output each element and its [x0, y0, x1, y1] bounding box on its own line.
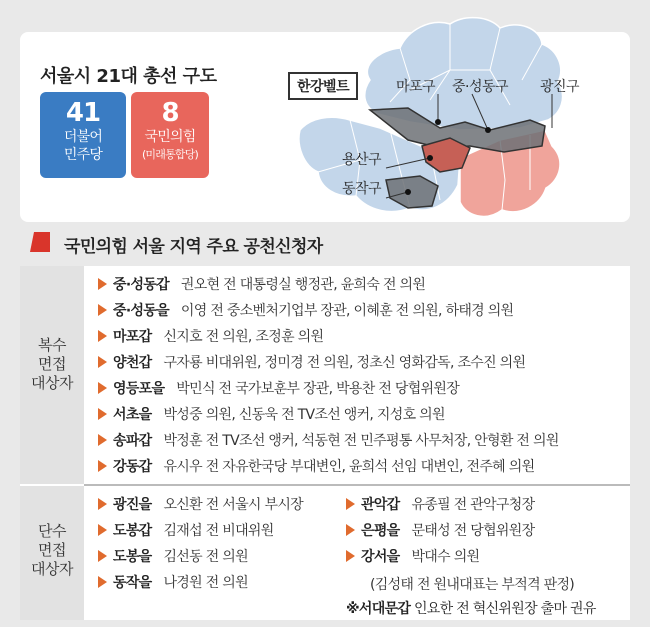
bullet-icon: [98, 356, 107, 368]
table-row: [98, 404, 445, 424]
table-row: [346, 546, 479, 566]
applicant-list: 박대수 의원: [411, 549, 480, 565]
district-name: 마포갑: [113, 329, 152, 345]
applicant-list: 오신환 전 서울시 부시장: [163, 497, 303, 513]
overview-title: 서울시 21대 총선 구도: [40, 66, 217, 87]
bullet-icon: [98, 330, 107, 342]
district-name: 관악갑: [361, 497, 400, 513]
table-row: [98, 456, 534, 476]
district-name: 강서을: [361, 549, 400, 565]
applicant-list: 박민식 전 국가보훈부 장관, 박용찬 전 당협위원장: [176, 381, 460, 397]
table-row: [98, 572, 248, 592]
applicant-list: 나경원 전 의원: [163, 575, 248, 591]
applicant-list: 김선동 전 의원: [163, 549, 248, 565]
district-name: 광진을: [113, 497, 152, 513]
district-name: 송파갑: [113, 433, 152, 449]
bullet-icon: [98, 434, 107, 446]
bullet-icon: [98, 524, 107, 536]
democratic-party-name: 더불어: [63, 129, 103, 145]
seoul-district-map: [290, 10, 630, 230]
footnote-mark: ※서대문갑: [346, 601, 411, 617]
democratic-party-name-2: 민주당: [63, 147, 103, 163]
applicant-list: 권오현 전 대통령실 행정관, 윤희숙 전 의원: [180, 277, 426, 293]
applicant-list: 박정훈 전 TV조선 앵커, 석동현 전 민주평통 사무처장, 안형환 전 의원: [163, 433, 559, 449]
bullet-icon: [98, 460, 107, 472]
group-multiple-interview-label: [20, 266, 84, 484]
district-name: 양천갑: [113, 355, 152, 371]
table-row: [98, 300, 513, 320]
map-label-jung-seongdong: 중·성동구: [452, 79, 509, 95]
group-b-label-line: 면접: [38, 541, 66, 559]
district-name: 동작을: [113, 575, 152, 591]
group-b-label-line: 단수: [38, 522, 66, 540]
district-name: 중·성동갑: [113, 277, 169, 293]
district-name: 영등포을: [113, 381, 165, 397]
footnote-text: 인요한 전 혁신위원장 출마 권유: [413, 601, 596, 617]
bullet-icon: [346, 524, 355, 536]
applicant-list: 유시우 전 자유한국당 부대변인, 윤희석 선임 대변인, 전주혜 의원: [163, 459, 535, 475]
bullet-icon: [346, 550, 355, 562]
applicant-list: 이영 전 중소벤처기업부 장관, 이혜훈 전 의원, 하태경 의원: [180, 303, 514, 319]
table-row: [98, 326, 323, 346]
district-name: 은평을: [361, 523, 400, 539]
table-row: [98, 378, 459, 398]
bullet-icon: [98, 382, 107, 394]
disqualification-note: (김성태 전 원내대표는 부적격 판정): [370, 577, 575, 593]
district-name: 강동갑: [113, 459, 152, 475]
applicant-list: 박성중 의원, 신동욱 전 TV조선 앵커, 지성호 의원: [163, 407, 445, 423]
table-row: [98, 352, 525, 372]
democratic-seat-count: 41: [65, 98, 101, 128]
bullet-icon: [98, 278, 107, 290]
district-name: 도봉을: [113, 549, 152, 565]
table-row: [98, 494, 303, 514]
democratic-seats-box: [40, 92, 126, 178]
table-row: [98, 546, 248, 566]
bullet-icon: [346, 498, 355, 510]
bullet-icon: [98, 304, 107, 316]
group-b-label-line: 대상자: [31, 560, 73, 578]
district-name: 서초을: [113, 407, 152, 423]
section-marker-icon: [30, 232, 50, 252]
applicant-list: 문태성 전 당협위원장: [411, 523, 535, 539]
section-title: 국민의힘 서울 지역 주요 공천신청자: [64, 237, 323, 257]
ppp-seats-box: [131, 92, 209, 178]
applicant-list: 유종필 전 관악구청장: [411, 497, 535, 513]
bullet-icon: [98, 408, 107, 420]
ppp-party-name: 국민의힘: [144, 129, 196, 145]
district-name: 도봉갑: [113, 523, 152, 539]
map-label-dongjak: 동작구: [342, 181, 382, 197]
applicant-list: 김재섭 전 비대위원: [163, 523, 274, 539]
group-a-label-line: 면접: [38, 355, 66, 373]
applicant-list: 구자룡 비대위원, 정미경 전 의원, 정초신 영화감독, 조수진 의원: [163, 355, 526, 371]
footnote: [346, 598, 596, 618]
group-divider: [84, 484, 630, 486]
bullet-icon: [98, 576, 107, 588]
table-row: [346, 494, 534, 514]
hangang-belt-legend: 한강벨트: [288, 72, 358, 100]
applicant-list: 신지호 전 의원, 조정훈 의원: [163, 329, 324, 345]
table-row: [98, 430, 559, 450]
table-row: [346, 520, 534, 540]
group-a-label-line: 복수: [38, 336, 66, 354]
map-label-mapo: 마포구: [396, 79, 436, 95]
map-label-yongsan: 용산구: [342, 152, 382, 168]
ppp-party-former-name: (미래통합당): [141, 148, 199, 161]
table-row: [98, 274, 425, 294]
bullet-icon: [98, 550, 107, 562]
group-a-label-line: 대상자: [31, 374, 73, 392]
ppp-seat-count: 8: [161, 98, 179, 128]
bullet-icon: [98, 498, 107, 510]
district-name: 중·성동을: [113, 303, 169, 319]
table-row: [98, 520, 274, 540]
group-single-interview-label: [20, 486, 84, 620]
map-label-gwangjin: 광진구: [540, 79, 580, 95]
